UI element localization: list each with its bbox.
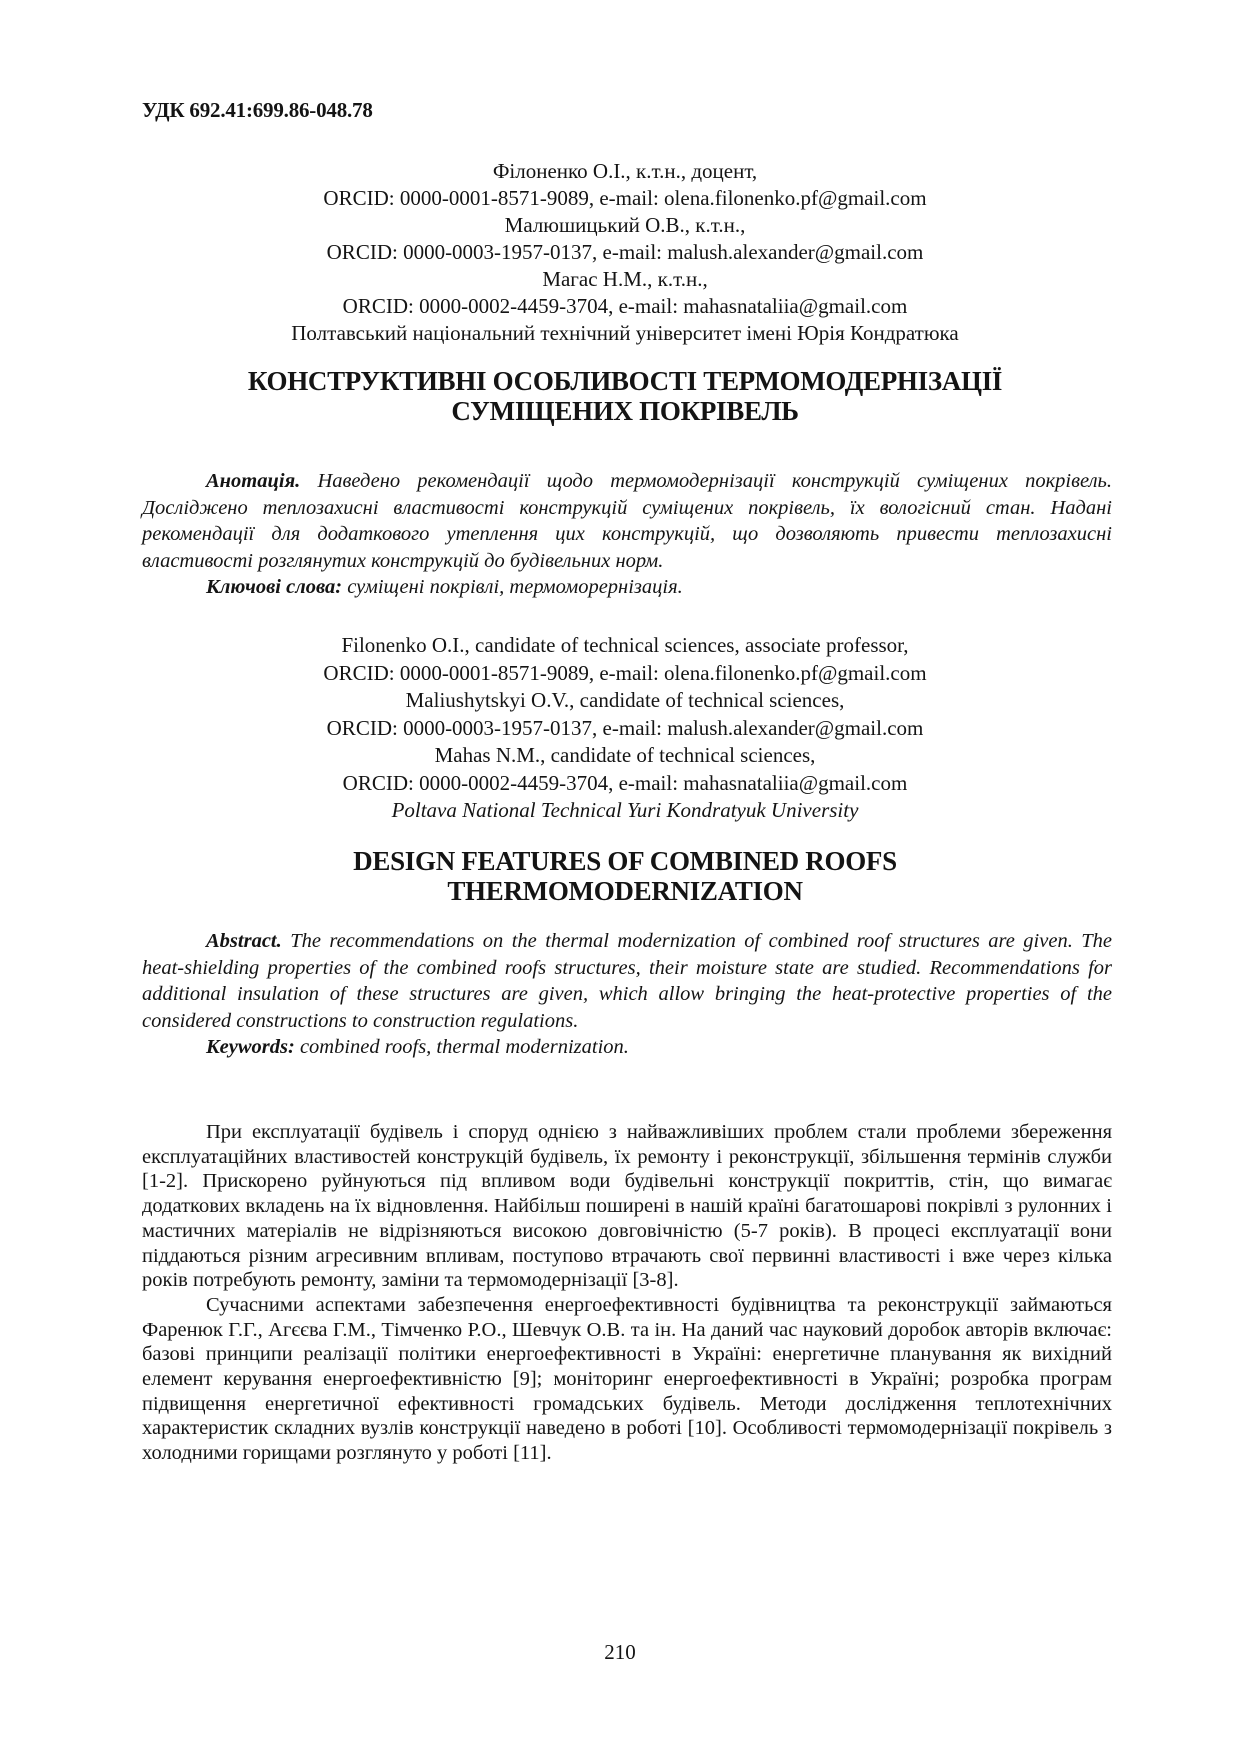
authors-block-en xyxy=(130,632,1120,825)
author-line: Mahas N.M., candidate of technical sciences, xyxy=(434,743,816,767)
abstract-en xyxy=(142,928,1112,1061)
keywords-label-ua: Ключові слова: xyxy=(206,576,343,598)
udc-code: УДК 692.41:699.86-048.78 xyxy=(142,98,373,122)
page-number: 210 xyxy=(604,1640,636,1664)
body-paragraph: При експлуатації будівель і споруд однією з найважливіших проблем стали проблеми збереження експлуатаційних властивостей конструкцій будівель, їх ремонту і реконструкції, збільшення термінів служби [1-2]. Прискорено руйнуються під впливом води будівельні конструкції покриттів, стін, що вимагає додаткових вкладень на їх відновлення. Найбільш поширені в нашій країні багатошарові покрівлі з рулонних і мастичних матеріалів не відрізняються високою довговічністю (5-7 років). В процесі експлуатації вони піддаються різним агресивним впливам, поступово втрачають свої первинні властивості і вже через кілька років потребують ремонту, заміни та термомодернізації [3-8]. xyxy=(142,1121,1112,1292)
title-line: DESIGN FEATURES OF COMBINED ROOFS xyxy=(353,846,897,876)
title-line: THERMOMODERNIZATION xyxy=(447,876,803,906)
abstract-label-ua: Анотація. xyxy=(206,470,301,492)
orcid-line: ORCID: 0000-0003-1957-0137, e-mail: malush.alexander@gmail.com xyxy=(326,240,924,264)
orcid-line: ORCID: 0000-0001-8571-9089, e-mail: olena.filonenko.pf@gmail.com xyxy=(323,660,927,685)
affiliation-ua: Полтавський національний технічний університет імені Юрія Кондратюка xyxy=(291,321,959,345)
keywords-en: combined roofs, thermal modernization. xyxy=(299,1036,629,1058)
keywords-label-en: Keywords: xyxy=(206,1036,295,1058)
author-line: Filonenko O.I., candidate of technical sciences, associate professor, xyxy=(341,633,909,657)
author-line: Філоненко О.І., к.т.н., доцент, xyxy=(492,159,758,183)
affiliation-en: Poltava National Technical Yuri Kondratyuk University xyxy=(391,798,859,822)
paper-title-ua xyxy=(130,366,1120,426)
author-line: Maliushytskyi O.V., candidate of technical sciences, xyxy=(405,688,845,712)
body-paragraph: Сучасними аспектами забезпечення енергоефективності будівництва та реконструкції займаються Фаренюк Г.Г., Агєєва Г.М., Тімченко Р.О., Шевчук О.В. та ін. На даний час науковий доробок авторів включає: базові принципи реалізації політики енергоефективності в Україні: енергетичне планування як вихідний елемент керування енергоефективністю [9]; моніторинг енергоефективності в Україні; розробка програм підвищення енергетичної ефективності громадських будівель. Методи дослідження теплотехнічних характеристик складних вузлів конструкції наведено в роботі [10]. Особливості термомодернізації покрівель з холодними горищами розглянуто у роботі [11]. xyxy=(142,1293,1112,1465)
authors-block-ua xyxy=(130,158,1120,347)
orcid-line: ORCID: 0000-0003-1957-0137, e-mail: malush.alexander@gmail.com xyxy=(326,715,924,740)
paper-title-en xyxy=(130,846,1120,906)
abstract-text-en: The recommendations on the thermal modernization of combined roof structures are given. The heat-shielding properties of the combined roofs structures, their moisture state are studied. Recommendations for additional insulation of these structures are given, which allow bringing the heat-protective properties of the considered constructions to construction regulations. xyxy=(142,930,1112,1032)
orcid-line: ORCID: 0000-0002-4459-3704, e-mail: mahasnataliia@gmail.com xyxy=(342,294,908,318)
orcid-line: ORCID: 0000-0001-8571-9089, e-mail: olena.filonenko.pf@gmail.com xyxy=(323,186,927,210)
keywords-ua: суміщені покрівлі, термоморернізація. xyxy=(347,576,683,598)
orcid-line: ORCID: 0000-0002-4459-3704, e-mail: mahasnataliia@gmail.com xyxy=(342,770,908,795)
abstract-ua xyxy=(142,468,1112,601)
author-line: Малюшицький О.В., к.т.н., xyxy=(504,213,746,237)
abstract-text-ua: Наведено рекомендації щодо термомодернізації конструкцій суміщених покрівель. Досліджено теплозахисні властивості конструкцій суміщених покрівель, їх вологісний стан. Надані рекомендації для додаткового утеплення цих конструкцій, що дозволяють привести теплозахисні властивості розглянутих конструкцій до будівельних норм. xyxy=(142,470,1113,572)
abstract-label-en: Abstract. xyxy=(206,930,282,952)
title-line: СУМІЩЕНИХ ПОКРІВЕЛЬ xyxy=(451,396,799,426)
title-line: КОНСТРУКТИВНІ ОСОБЛИВОСТІ ТЕРМОМОДЕРНІЗАЦІЇ xyxy=(247,366,1003,396)
author-line: Магас Н.М., к.т.н., xyxy=(542,267,708,291)
body-text xyxy=(142,1120,1112,1466)
